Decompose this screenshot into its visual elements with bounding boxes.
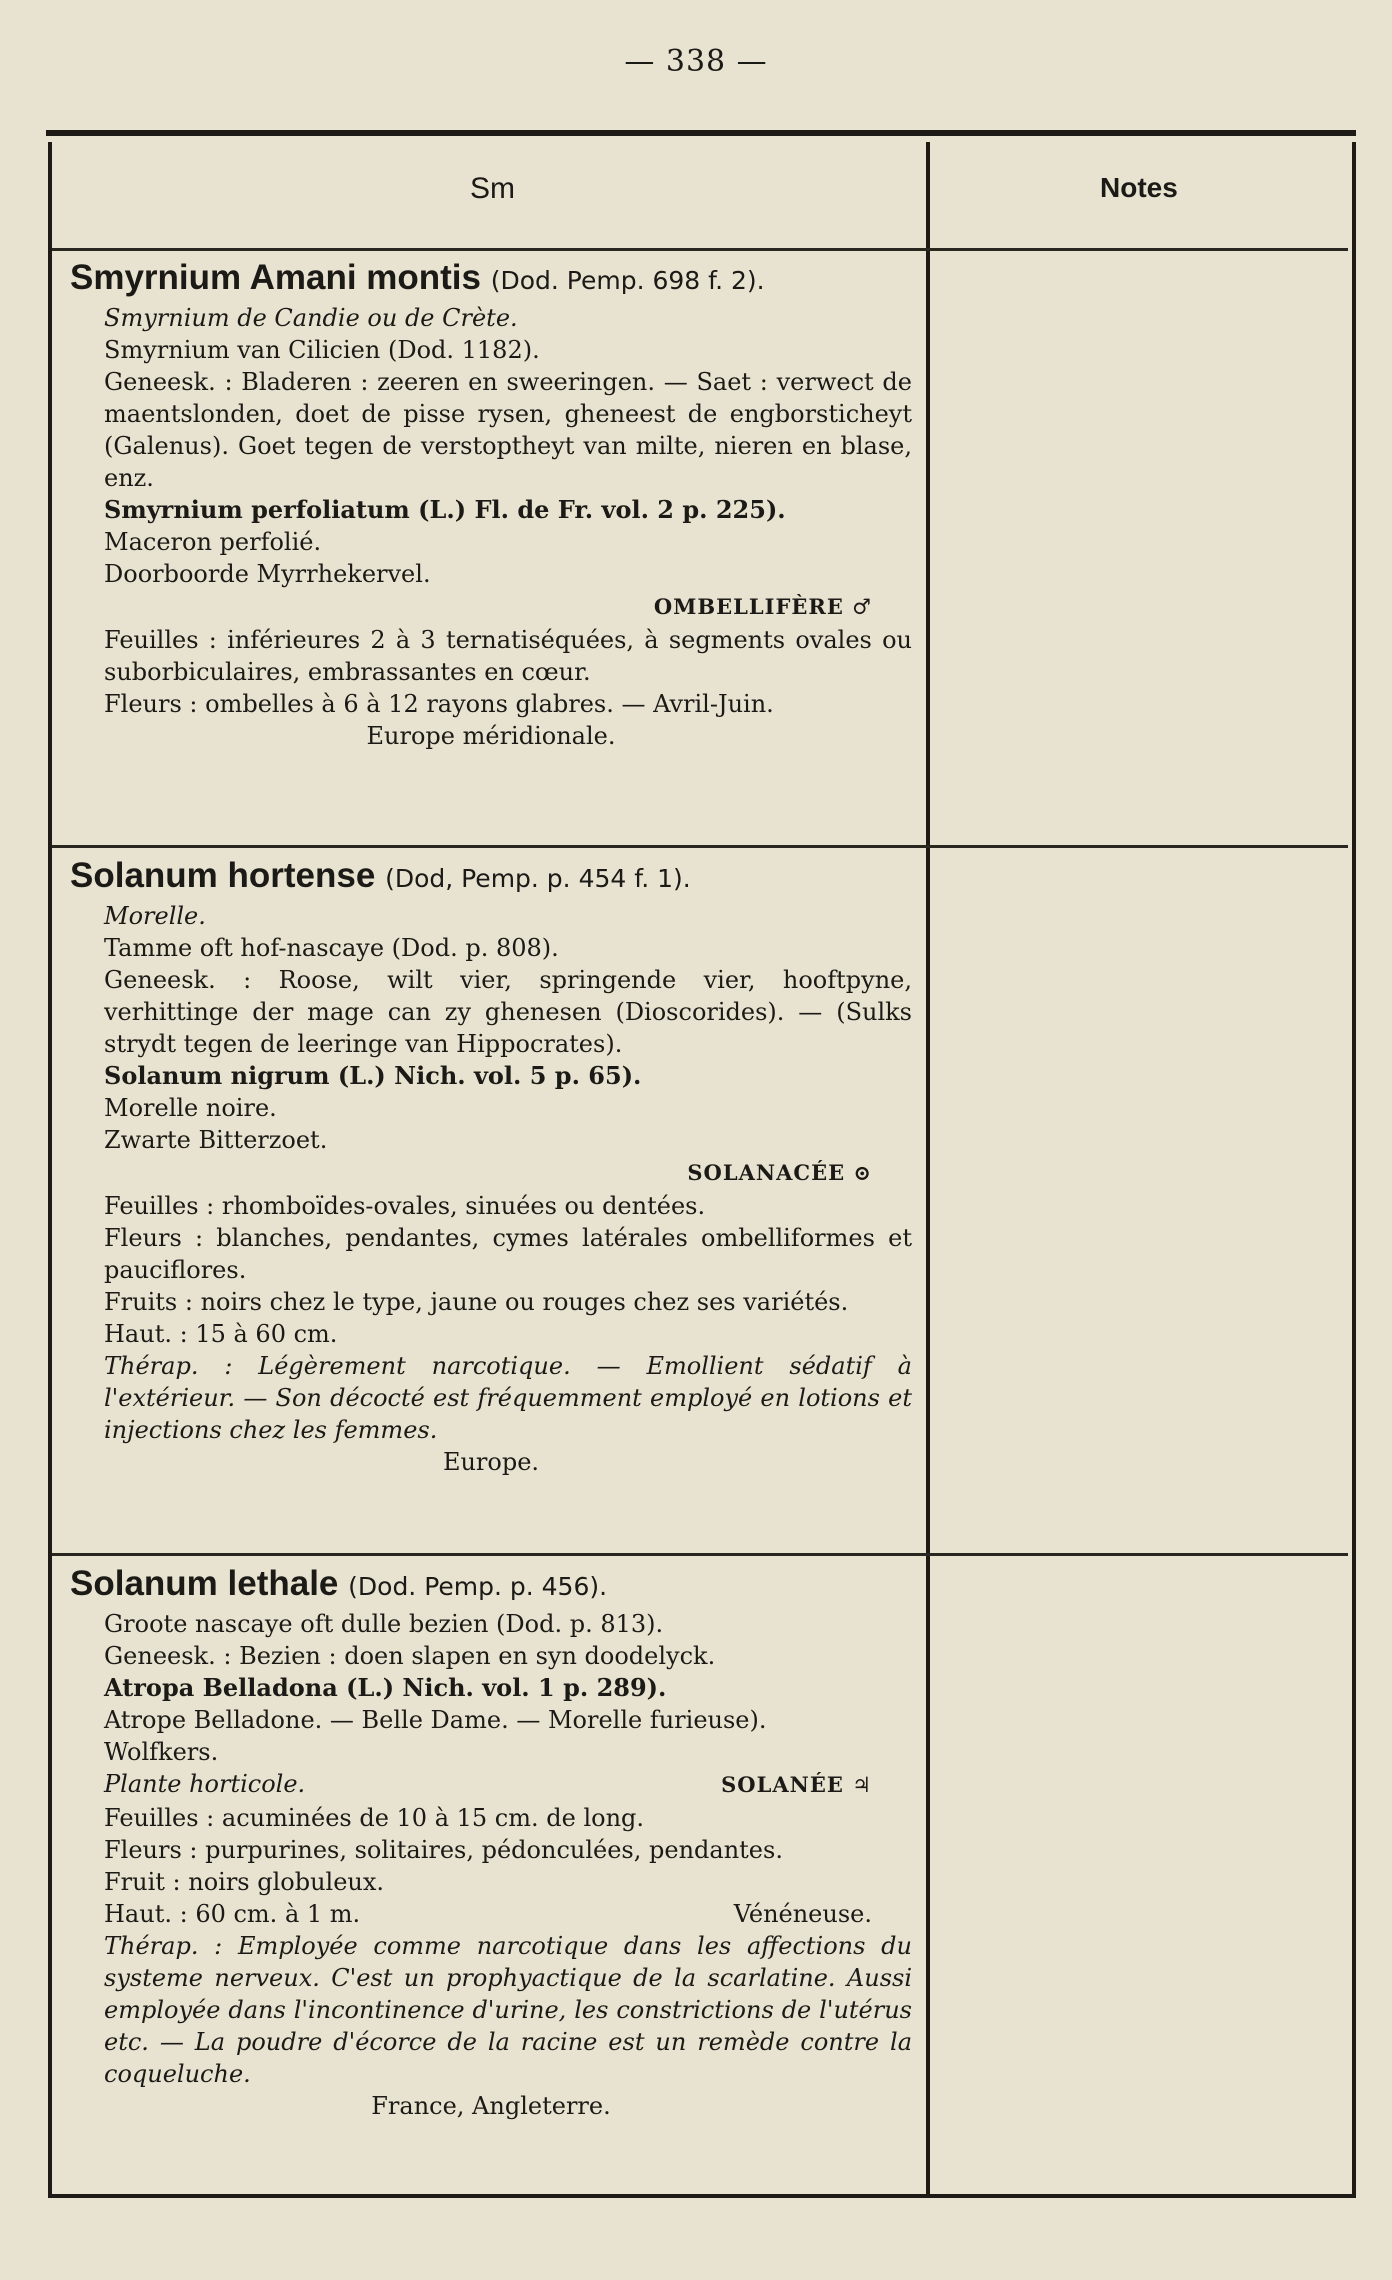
toxicity-note: Vénéneuse. <box>733 1900 872 1928</box>
header-sm: Sm <box>470 172 515 205</box>
entry-title: Smyrnium Amani montis <box>70 258 481 297</box>
entry-reference: (Dod. Pemp. p. 456). <box>348 1572 608 1601</box>
distribution: Europe méridionale. <box>366 722 616 750</box>
fruit-text: Fruit : noirs globuleux. <box>104 1868 385 1896</box>
french-name: Morelle. <box>104 902 206 930</box>
distribution: Europe. <box>442 1448 540 1476</box>
flowers-text: Fleurs : blanches, pendantes, cymes latérales ombelliformes et pauciflores. <box>104 1224 912 1284</box>
common-name-nl: Doorboorde Myrrhekervel. <box>104 560 431 588</box>
leaves-text: Feuilles : rhomboïdes-ovales, sinuées ou dentées. <box>104 1192 706 1220</box>
common-name-nl: Wolfkers. <box>104 1738 219 1766</box>
synonym: Smyrnium perfoliatum (L.) Fl. de Fr. vol. 2 p. 225). <box>104 495 786 524</box>
entry-solanum-lethale <box>70 1564 912 2122</box>
geneesk-text: Geneesk. : Bezien : doen slapen en syn doodelyck. <box>104 1642 716 1670</box>
synonym: Atropa Belladona (L.) Nich. vol. 1 p. 289). <box>104 1673 667 1702</box>
synonym: Solanum nigrum (L.) Nich. vol. 5 p. 65). <box>104 1061 642 1090</box>
habitat-note: Plante horticole. <box>104 1770 306 1798</box>
geneesk-text: Geneesk. : Roose, wilt vier, springende vier, hooftpyne, verhittinge der mage can zy ghenesen (Dioscorides). — (Sulks strydt tegen de leeringe van Hippocrates). <box>104 966 912 1058</box>
flemish-name: Groote nascaye oft dulle bezien (Dod. p. 813). <box>104 1610 664 1638</box>
entry-reference: (Dod, Pemp. p. 454 f. 1). <box>385 864 691 893</box>
height-text: Haut. : 15 à 60 cm. <box>104 1320 338 1348</box>
entry-smyrnium-amani-montis <box>70 258 912 752</box>
entry-title: Solanum lethale <box>70 1564 339 1603</box>
page-number: — 338 — <box>624 44 768 79</box>
entry-reference: (Dod. Pemp. 698 f. 2). <box>490 266 765 295</box>
height-text: Haut. : 60 cm. à 1 m. <box>104 1900 361 1928</box>
column-divider <box>926 142 930 2198</box>
common-name-nl: Zwarte Bitterzoet. <box>104 1126 328 1154</box>
fruits-text: Fruits : noirs chez le type, jaune ou rouges chez ses variétés. <box>104 1288 849 1316</box>
family-label: OMBELLIFÈRE ♂ <box>653 594 872 619</box>
entry-divider-1 <box>52 845 1348 848</box>
family-label: SOLANÉE ♃ <box>721 1772 872 1797</box>
entry-title: Solanum hortense <box>70 856 376 895</box>
flemish-name: Smyrnium van Cilicien (Dod. 1182). <box>104 336 540 364</box>
geneesk-text: Geneesk. : Bladeren : zeeren en sweeringen. — Saet : verwect de maentslonden, doet de pisse rysen, gheneest de engborsticheyt (Galenus). Goet tegen de verstoptheyt van milte, nieren en blase, enz. <box>104 368 912 492</box>
therapy-text: Thérap. : Légèrement narcotique. — Emollient sédatif à l'extérieur. — Son décocté est fréquemment employé en lotions et injections chez les femmes. <box>104 1352 912 1444</box>
top-rule <box>46 130 1356 136</box>
distribution: France, Angleterre. <box>371 2092 611 2120</box>
french-name: Smyrnium de Candie ou de Crète. <box>104 304 518 332</box>
common-name-fr: Morelle noire. <box>104 1094 277 1122</box>
header-divider <box>52 248 1348 251</box>
leaves-text: Feuilles : inférieures 2 à 3 ternatiséquées, à segments ovales ou suborbiculaires, embrassantes en cœur. <box>104 626 912 686</box>
leaves-text: Feuilles : acuminées de 10 à 15 cm. de long. <box>104 1804 645 1832</box>
family-label: SOLANACÉE ⊙ <box>687 1160 872 1185</box>
common-name-fr: Maceron perfolié. <box>104 528 322 556</box>
flowers-text: Fleurs : purpurines, solitaires, pédonculées, pendantes. <box>104 1836 783 1864</box>
flemish-name: Tamme oft hof-nascaye (Dod. p. 808). <box>104 934 559 962</box>
entry-solanum-hortense <box>70 856 912 1478</box>
therapy-text: Thérap. : Employée comme narcotique dans les affections du systeme nerveux. C'est un prophyactique de la scarlatine. Aussi employée dans l'incontinence d'urine, les constrictions de l'utérus etc. — La poudre d'écorce de la racine est un remède contre la coqueluche. <box>104 1932 912 2088</box>
flowers-text: Fleurs : ombelles à 6 à 12 rayons glabres. — Avril-Juin. <box>104 690 774 718</box>
header-notes: Notes <box>1100 172 1178 203</box>
common-name-fr: Atrope Belladone. — Belle Dame. — Morelle furieuse). <box>104 1706 767 1734</box>
entry-divider-2 <box>52 1553 1348 1556</box>
